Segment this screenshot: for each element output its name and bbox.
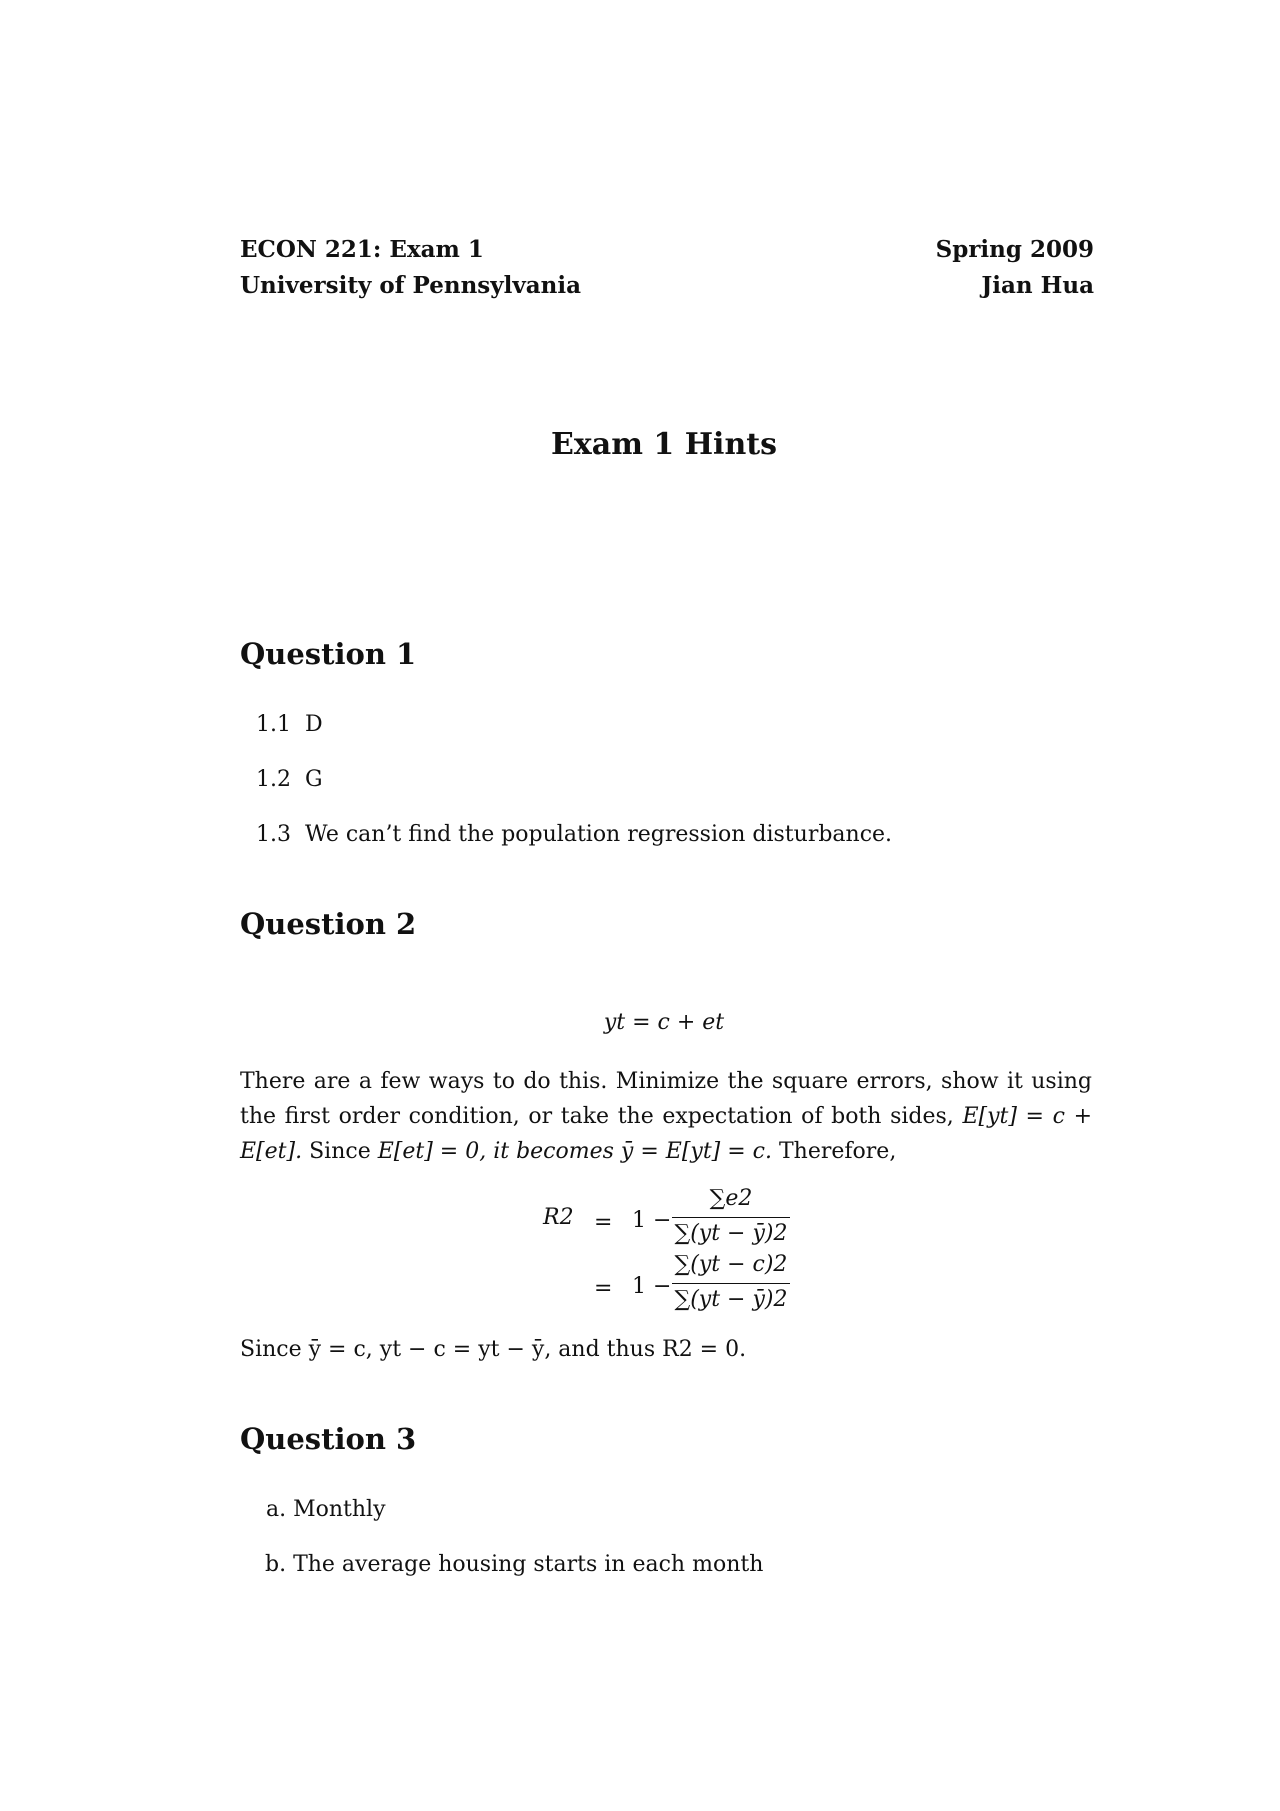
item-text: The average housing starts in each month <box>293 1552 764 1577</box>
question-2-heading: Question 2 <box>240 907 417 941</box>
equals-sign: = <box>594 1210 613 1235</box>
item-number: 1.1 <box>256 712 291 737</box>
question-1-heading: Question 1 <box>240 637 417 671</box>
since-word: Since <box>309 1139 371 1164</box>
item-text: We can’t find the population regression disturbance. <box>305 822 893 847</box>
one-minus: 1 − <box>632 1274 672 1299</box>
page-title: Exam 1 Hints <box>551 427 777 462</box>
course-title: ECON 221: Exam 1 <box>240 236 484 263</box>
paragraph-text: There are a few ways to do this. Minimize the square errors, show it using the first order condition, or take the expectation of both sides, <box>240 1069 1092 1129</box>
fraction-bar <box>672 1217 790 1218</box>
model-equation: yt = c + et <box>603 1010 725 1035</box>
r-squared-lhs: R2 <box>543 1205 574 1230</box>
item-number: 1.2 <box>256 767 291 792</box>
item-text: G <box>305 767 323 792</box>
question-3-heading: Question 3 <box>240 1422 417 1456</box>
item-text: Monthly <box>293 1497 386 1522</box>
item-text: D <box>305 712 323 737</box>
inline-math: E[et] = 0, it becomes ȳ = E[yt] = c. <box>377 1139 772 1164</box>
paragraph <box>240 1064 1092 1169</box>
university-name: University of Pennsylvania <box>240 272 581 299</box>
expectation-equation: E[yt] = c + E[et]. <box>240 1104 1093 1164</box>
fraction-bar <box>672 1283 790 1284</box>
one-minus: 1 − <box>632 1208 672 1233</box>
item-label: b. <box>265 1552 287 1577</box>
item-label: a. <box>266 1497 287 1522</box>
conclusion-text: Since ȳ = c, yt − c = yt − ȳ, and thus R2 = 0. <box>240 1337 747 1362</box>
fraction-denominator: ∑(yt − ȳ)2 <box>674 1221 788 1246</box>
therefore-word: Therefore, <box>779 1139 897 1164</box>
equals-sign: = <box>594 1276 613 1301</box>
term: Spring 2009 <box>935 236 1094 263</box>
fraction-numerator: ∑e2 <box>709 1186 753 1211</box>
fraction-numerator: ∑(yt − c)2 <box>674 1252 788 1277</box>
list-item <box>256 767 323 792</box>
list-item <box>256 712 323 737</box>
list-item <box>266 1497 386 1522</box>
instructor: Jian Hua <box>981 272 1094 299</box>
list-item <box>256 822 892 847</box>
item-number: 1.3 <box>256 822 291 847</box>
fraction-denominator: ∑(yt − ȳ)2 <box>674 1287 788 1312</box>
list-item <box>265 1552 763 1577</box>
